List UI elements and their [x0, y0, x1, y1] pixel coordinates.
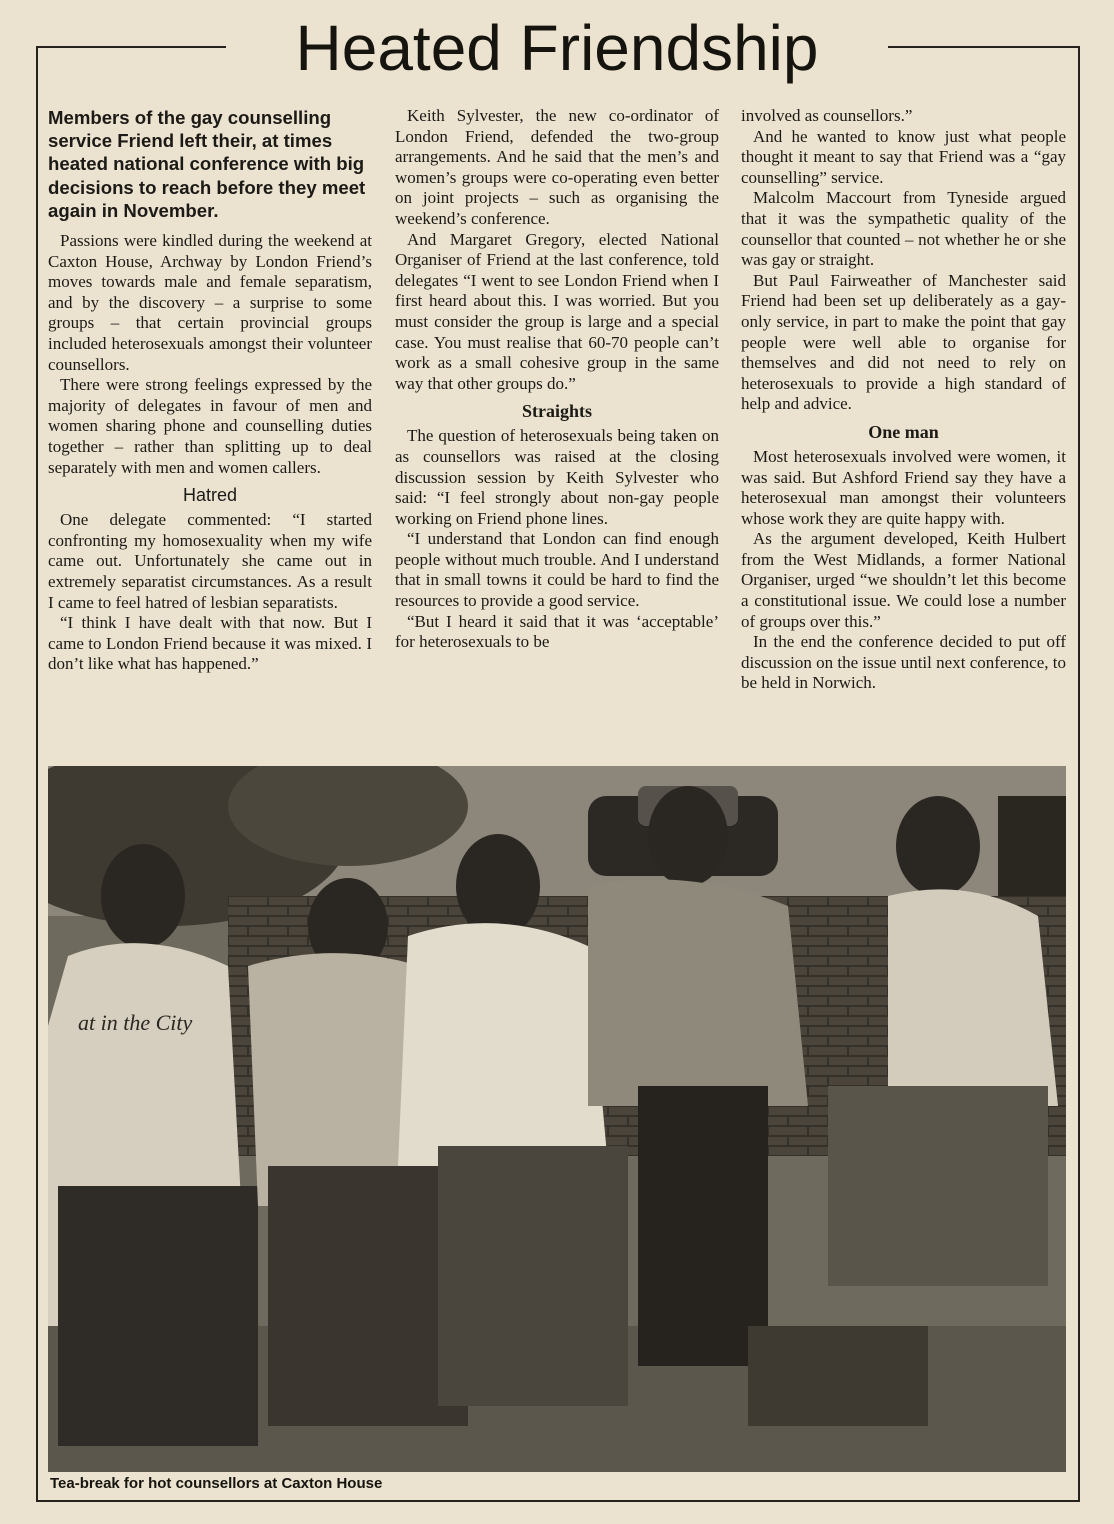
group-photo	[48, 766, 1066, 1472]
paragraph: “I think I have dealt with that now. But I came to London Friend because it was mixed. I don’t like what has happened.”	[48, 613, 372, 674]
shirt-text: at in the City	[78, 1010, 193, 1035]
subheading-straights: Straights	[521, 401, 592, 422]
column-3	[741, 106, 1066, 694]
photo-caption: Tea-break for hot counsellors at Caxton House	[50, 1475, 383, 1492]
paragraph: As the argument developed, Keith Hulbert from the West Midlands, a former National Organiser, urged “we shouldn’t let this become a constitutional issue. We could lose a number of groups over this.”	[741, 529, 1066, 631]
column-2	[395, 106, 719, 653]
paragraph: And Margaret Gregory, elected National Organiser of Friend at the last conference, told delegates “I went to see London Friend when I first heard about this. I was worried. But you must consider the group is large and a special case. You must realise that 60-70 people can’t work as a small cohesive group in the same way that other groups do.”	[395, 229, 719, 393]
paragraph: Malcolm Maccourt from Tyneside argued that it was the sympathetic quality of the counsellor that counted – not whether he or she was gay or straight.	[741, 188, 1066, 270]
paragraph: Passions were kindled during the weekend at Caxton House, Archway by London Friend’s moves towards male and female separatism, and by the discovery – a surprise to some groups – that certain provincial groups included heterosexuals amongst their volunteer counsellors.	[48, 231, 372, 374]
subheading-one-man: One man	[868, 421, 939, 442]
paragraph: Keith Sylvester, the new co-ordinator of London Friend, defended the two-group arrangements. And he said that the men’s and women’s groups were co-operating even better on joint projects – such as organising the weekend’s conference.	[395, 106, 719, 228]
paragraph: The question of heterosexuals being taken on as counsellors was raised at the closing discussion session by Keith Sylvester who said: “I feel strongly about non-gay people working on Friend phone lines.	[395, 426, 719, 528]
paragraph: There were strong feelings expressed by the majority of delegates in favour of men and women sharing phone and counselling duties together – rather than splitting up to deal separately with men and women callers.	[48, 375, 372, 477]
paragraph: “But I heard it said that it was ‘acceptable’ for heterosexuals to be	[395, 611, 719, 652]
bag	[748, 1326, 928, 1426]
headline: Heated Friendship	[226, 10, 888, 86]
paragraph: One delegate commented: “I started confronting my homosexuality when my wife came out. Unfortunately she came out in extremely separatist circumstances. As a result I came to feel hatred of lesbian separatists.	[48, 510, 372, 612]
paragraph: But Paul Fairweather of Manchester said Friend had been set up deliberately as a gay-only service, in part to make the point that gay people were well able to organise for themselves and did not need to rely on heterosexuals to provide a high standard of help and advice.	[741, 270, 1066, 414]
paragraph: In the end the conference decided to put off discussion on the issue until next conference, to be held in Norwich.	[741, 632, 1066, 693]
paragraph: And he wanted to know just what people thought it meant to say that Friend was a “gay counselling” service.	[741, 126, 1066, 187]
paragraph: Most heterosexuals involved were women, it was said. But Ashford Friend say they have a heterosexual man amongst their volunteers whose work they are quite happy with.	[741, 446, 1066, 528]
paragraph: “I understand that London can find enough people without much trouble. And I understand that in small towns it could be hard to find the resources to provide a good service.	[395, 529, 719, 611]
subheading-hatred: Hatred	[182, 485, 238, 506]
paragraph: involved as counsellors.”	[741, 106, 913, 125]
column-1	[48, 106, 372, 675]
standfirst: Members of the gay counselling service Friend left their, at times heated national conference with big decisions to reach before they meet again in November.	[48, 107, 366, 221]
